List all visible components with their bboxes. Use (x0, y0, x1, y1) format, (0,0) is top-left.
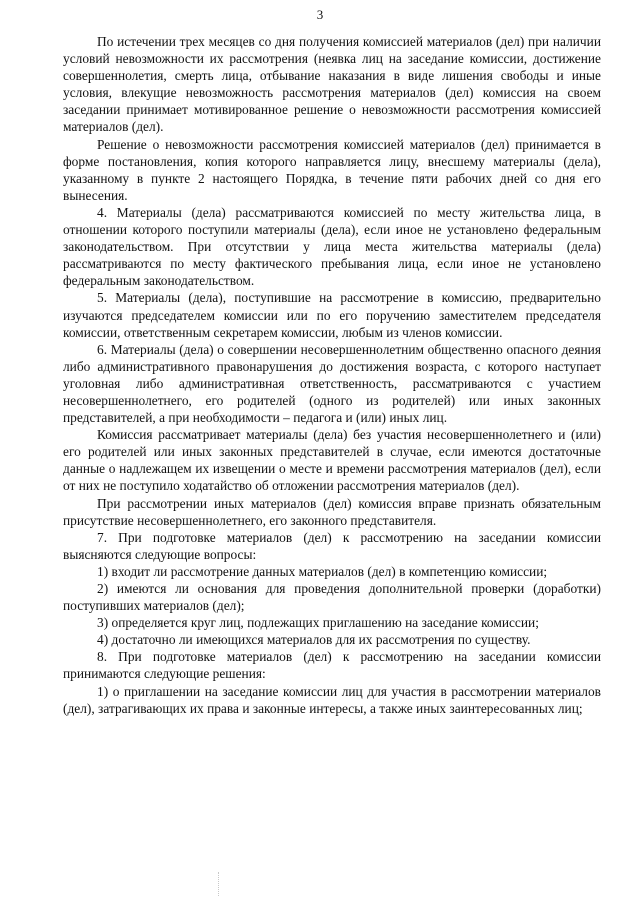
paragraph: Комиссия рассматривает материалы (дела) без участия несовершеннолетнего и (или) его родителей или иных законных представителей в случае, если имеются достаточные данные о надлежащем их извещении о месте и времени рассмотрения материалов (дел), если от них не поступило ходатайство об отложении рассмотрения материалов (дел). (63, 427, 601, 494)
paragraph: 7. При подготовке материалов (дел) к рассмотрению на заседании комиссии выясняются следующие вопросы: (63, 529, 601, 562)
paragraph: 4. Материалы (дела) рассматриваются комиссией по месту жительства лица, в отношении которого поступили материалы (дела), если иное не установлено федеральным законодательством. При отсутствии у лица места жительства материалы (дела) рассматриваются по месту фактического пребывания лица, если иное не установлено федеральным законодательством. (63, 204, 601, 289)
paragraph: 6. Материалы (дела) о совершении несовершеннолетним общественно опасного деяния либо административного правонарушения до достижения возраста, с которого наступает уголовная либо административная ответственность, рассматриваются с участием несовершеннолетнего, его родителей (одного из родителей) или иных законных представителей, а при необходимости – педагога и (или) иных лиц. (63, 341, 601, 426)
scan-artifact (218, 872, 220, 896)
paragraph: 8. При подготовке материалов (дел) к рассмотрению на заседании комиссии принимаются следующие решения: (63, 649, 601, 682)
list-item: 1) входит ли рассмотрение данных материалов (дел) в компетенцию комиссии; (97, 563, 548, 579)
list-item: 1) о приглашении на заседание комиссии лиц для участия в рассмотрении материалов (дел), затрагивающих их права и законные интересы, а также иных заинтересованных лиц; (63, 683, 601, 716)
list-item: 3) определяется круг лиц, подлежащих приглашению на заседание комиссии; (97, 615, 539, 631)
body-text (63, 33, 601, 717)
paragraph: По истечении трех месяцев со дня получения комиссией материалов (дел) при наличии условий невозможности их рассмотрения (неявка лиц на заседание комиссии, достижение совершеннолетия, смерть лица, отбывание наказания в виде лишения свободы и иные условия, влекущие невозможность рассмотрения материалов (дел) комиссия на своем заседании принимает мотивированное решение о невозможности рассмотрения комиссией материалов (дел). (63, 34, 601, 135)
list-item: 2) имеются ли основания для проведения дополнительной проверки (доработки) поступивших материалов (дел); (63, 581, 601, 614)
paragraph: 5. Материалы (дела), поступившие на рассмотрение в комиссию, предварительно изучаются председателем комиссии или по его поручению заместителем председателя комиссии, ответственным секретарем комиссии, любым из членов комиссии. (63, 290, 601, 340)
page-number: 3 (316, 7, 324, 22)
paragraph: При рассмотрении иных материалов (дел) комиссия вправе признать обязательным присутствие несовершеннолетнего, его законного представителя. (63, 495, 601, 528)
paragraph: Решение о невозможности рассмотрения комиссией материалов (дел) принимается в форме постановления, копия которого направляется лицу, внесшему материалы (дела), указанному в пункте 2 настоящего Порядка, в течение пяти рабочих дней со дня его вынесения. (63, 136, 601, 203)
list-item: 4) достаточно ли имеющихся материалов для их рассмотрения по существу. (97, 632, 531, 648)
